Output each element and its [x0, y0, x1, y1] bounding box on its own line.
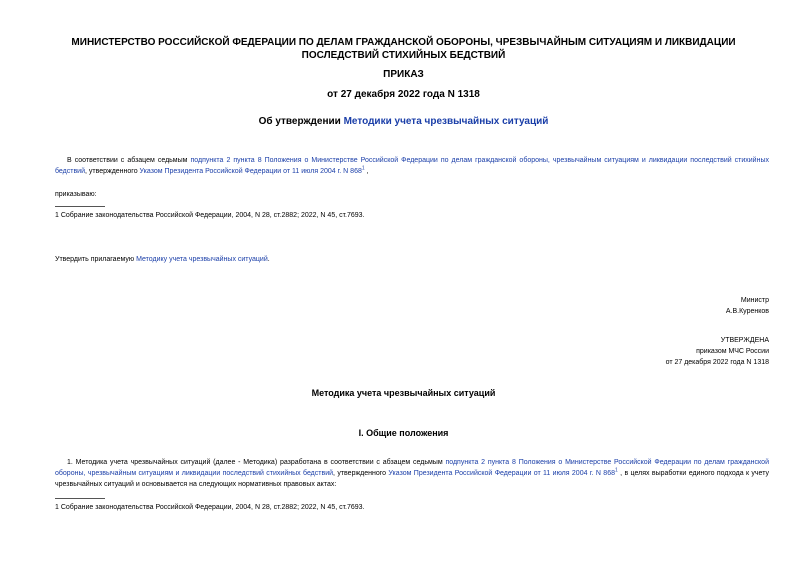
paragraph-basis	[55, 155, 769, 177]
para2-text-3: , в целях выработки единого подхода к учету чрезвычайных ситуаций и основывается на следующих нормативных правовых актах:	[55, 470, 770, 488]
footnote-2-num: 1	[55, 504, 59, 511]
para2-link-regulation[interactable]: подпункта 2 пункта 8 Положения о Министерстве Российской Федерации по делам гражданской обороны, чрезвычайным ситуациям и ликвидации последствий стихийных бедствий	[55, 459, 769, 477]
approve-suffix: .	[267, 256, 270, 263]
footnote-2-text: Собрание законодательства Российской Федерации, 2004, N 28, ст.2882; 2022, N 45, ст.7693.	[58, 504, 365, 511]
approved-line-3: от 27 декабря 2022 года N 1318	[665, 359, 769, 366]
para2-footnote-ref[interactable]: 1	[614, 467, 618, 474]
footnote-1	[55, 210, 365, 221]
para1-text-3: ,	[364, 168, 369, 175]
para2-text-2: , утвержденного	[333, 470, 389, 477]
ministry-heading: МИНИСТЕРСТВО РОССИЙСКОЙ ФЕДЕРАЦИИ ПО ДЕЛАМ ГРАЖДАНСКОЙ ОБОРОНЫ, ЧРЕЗВЫЧАЙНЫМ СИТУАЦИЯМ И ЛИКВИДАЦИИ ПОСЛЕДСТВИЙ СТИХИЙНЫХ БЕДСТВИЙ	[71, 37, 736, 61]
subject-link[interactable]: Методики учета чрезвычайных ситуаций	[343, 116, 549, 127]
approve-prefix: Утвердить прилагаемую	[55, 256, 137, 263]
subject-prefix: Об утверждении	[258, 116, 344, 127]
method-title: Методика учета чрезвычайных ситуаций	[311, 388, 496, 398]
para1-text-2: , утвержденного	[85, 168, 140, 175]
signature-name: А.В.Куренков	[725, 308, 769, 315]
footnote-divider-2	[55, 498, 105, 499]
footnote-divider	[55, 206, 105, 207]
para2-link-decree[interactable]: Указом Президента Российской Федерации от 11 июля 2004 г. N 868	[388, 470, 615, 477]
approved-line-1: УТВЕРЖДЕНА	[720, 337, 769, 344]
doc-subject	[40, 115, 767, 128]
footnote-2	[55, 502, 365, 513]
signature-title: Министр	[740, 297, 769, 304]
footnote-1-num: 1	[55, 212, 59, 219]
approve-paragraph	[55, 254, 270, 265]
section-title: I. Общие положения	[358, 428, 449, 438]
para1-text-1: В соответствии с абзацем седьмым	[67, 157, 191, 164]
para1-link-regulation[interactable]: подпункта 2 пункта 8 Положения о Министерстве Российской Федерации по делам гражданской обороны, чрезвычайным ситуациям и ликвидации последствий стихийных бедствий	[55, 157, 769, 175]
prikazyvayu: приказываю:	[55, 191, 97, 198]
footnote-1-text: Собрание законодательства Российской Федерации, 2004, N 28, ст.2882; 2022, N 45, ст.7693.	[58, 212, 365, 219]
doc-type: ПРИКАЗ	[383, 69, 424, 80]
approve-link[interactable]: Методику учета чрезвычайных ситуаций	[136, 256, 268, 263]
paragraph-1	[55, 457, 769, 490]
para1-footnote-ref[interactable]: 1	[361, 165, 365, 172]
para2-text-1: 1. Методика учета чрезвычайных ситуаций (далее - Методика) разработана в соответствии с абзацем седьмым	[67, 459, 446, 466]
para1-link-decree[interactable]: Указом Президента Российской Федерации от 11 июля 2004 г. N 868	[139, 168, 362, 175]
approved-line-2: приказом МЧС России	[696, 348, 769, 355]
doc-date: от 27 декабря 2022 года N 1318	[327, 89, 480, 100]
